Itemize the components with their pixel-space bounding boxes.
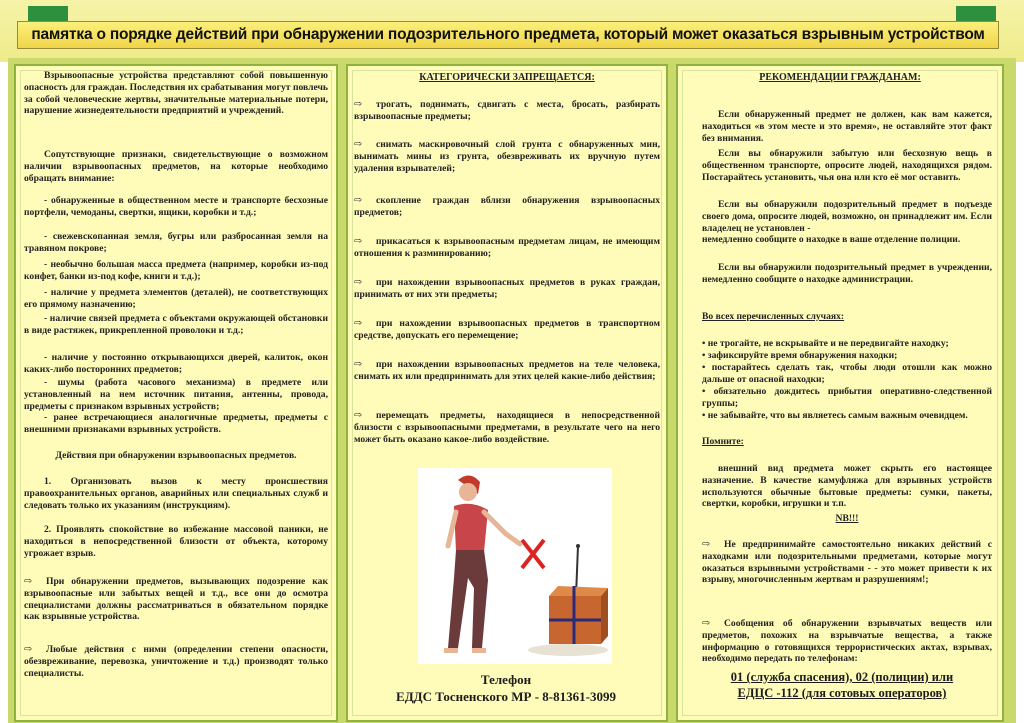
- sign-item: - свежевскопанная земля, бугры или разбросанная земля на травяном покрове;: [24, 231, 328, 254]
- emergency-cellular: ЕДЦС -112 (для сотовых операторов): [737, 686, 947, 700]
- prohibited-item: ⇨ снимать маскировочный слой грунта с обнаруженных мин, вынимать мины из грунта, обезвреживать их вручную путем удаления взрывателей;: [354, 139, 660, 174]
- floor-shadow: [528, 644, 608, 656]
- warning-paragraph: ⇨ Не предпринимайте самостоятельно никаких действий с находками или подозрительными предметами, которые могут оказаться взрывными устройствами - - это может привести к их взрыву, многочисленным жертвам и разрушениям!;: [702, 539, 992, 586]
- sign-item: - наличие у постоянно открывающихся дверей, калиток, окон каких-либо посторонних предметов;: [24, 352, 328, 375]
- arm: [484, 512, 520, 544]
- actions-heading: Действия при обнаружении взрывоопасных предметов.: [55, 450, 297, 461]
- recommendation-4: Если вы обнаружили подозрительный предмет в учреждении, немедленно сообщите о находке администрации.: [702, 262, 992, 285]
- phone-edds: ЕДДС Тосненского МР - 8-81361-3099: [396, 689, 616, 704]
- title-bar: [17, 21, 999, 49]
- action-4: ⇨ Любые действия с ними (определении степени опасности, обезвреживание, перевозка, уничтожение и т.д.) производят только специалисты.: [24, 644, 328, 679]
- bullet-item: • зафиксируйте время обнаружения находки;: [702, 350, 898, 361]
- prohibited-item: ⇨ скопление граждан вблизи обнаружения взрывоопасных предметов;: [354, 195, 660, 218]
- trousers: [448, 550, 488, 648]
- arrow-right-icon: ⇨: [354, 359, 363, 370]
- prohibited-item: ⇨ при нахождении взрывоопасных предметов на теле человека, снимать их или предпринимать для этих целей какие-либо действия;: [354, 359, 660, 382]
- sign-item: - ранее встречающиеся аналогичные предметы, предметы с внешними признаками взрывных устройств.: [24, 412, 328, 435]
- bullet-item: • обязательно дождитесь прибытия оперативно-следственной группы;: [702, 386, 992, 409]
- arrow-right-icon: ⇨: [354, 236, 363, 247]
- bullet-item: • не трогайте, не вскрывайте и не передвигайте находку;: [702, 338, 949, 349]
- arrow-right-icon: ⇨: [354, 277, 363, 288]
- sign-item: - шумы (работа часового механизма) в предмете или установленный на нем источник питания, антенны, провода, предметы с признаком взрывных устройств;: [24, 377, 328, 412]
- intro-paragraph: Взрывоопасные устройства представляют собой повышенную опасность для граждан. Последствия их срабатывания могут повлечь за собой человеческие жертвы, значительные материальные потери, нарушение жизнедеятельности предприятий и учреждений.: [24, 70, 328, 117]
- prohibited-item: ⇨ при нахождении взрывоопасных предметов в руках граждан, принимать от них эти предметы;: [354, 277, 660, 300]
- recommendation-2: Если вы обнаружили забытую или бесхозную вещь в общественном транспорте, опросите людей, находящихся рядом. Постарайтесь установить, чья она или кто её мог оставить.: [702, 148, 992, 183]
- action-1: 1. Организовать вызов к месту происшествия правоохранительных органов, аварийных или специальных служб и следовать только их указаниям (инструкциям).: [24, 476, 328, 511]
- antenna-tip: [576, 544, 580, 548]
- head: [459, 483, 477, 501]
- all-cases-heading: Во всех перечисленных случаях:: [702, 311, 845, 322]
- arrow-right-icon: ⇨: [354, 410, 363, 421]
- arrow-right-icon: ⇨: [354, 99, 363, 110]
- arrow-right-icon: ⇨: [354, 139, 363, 150]
- prohibited-item: ⇨ при нахождении взрывоопасных предметов в транспортном средстве, допускать его перемещение;: [354, 318, 660, 341]
- woman-suitcase-illustration: [418, 468, 612, 664]
- sign-item: - необычно большая масса предмета (например, коробки из-под конфет, банки из-под кофе, книги и т.д.);: [24, 259, 328, 282]
- recommendation-3: Если вы обнаружили подозрительный предмет в подъезде своего дома, опросите людей, возможно, он принадлежит им. Если владелец не установлен -: [702, 199, 992, 234]
- action-3: ⇨ При обнаружении предметов, вызывающих подозрение как взрывоопасные или забытых вещей и т.д., все они до осмотра специалистами должны рассматриваться в обязательном порядке как взрывные устройства.: [24, 576, 328, 623]
- bullet-item: • постарайтесь сделать так, чтобы люди отошли как можно дальше от опасной находки;: [702, 362, 992, 385]
- bullet-item: • не забывайте, что вы являетесь самым важным очевидцем.: [702, 410, 968, 421]
- recommendation-3b: немедленно сообщите о находке в ваше отделение полиции.: [702, 234, 961, 245]
- sign-item: - обнаруженные в общественном месте и транспорте бесхозные портфели, чемоданы, свертки, ящики, коробки и т.д.;: [24, 195, 328, 218]
- report-paragraph: ⇨ Сообщения об обнаружении взрывчатых веществ или предметов, похожих на взрывчатые вещества, а также информацию о готовящихся террористических актах, взрывах, необходимо передать по телефонам:: [702, 618, 992, 665]
- arrow-right-icon: ⇨: [702, 618, 711, 629]
- arrow-right-icon: ⇨: [24, 576, 33, 587]
- prohibited-item: ⇨ прикасаться к взрывоопасным предметам лицам, не имеющим отношения к разминированию;: [354, 236, 660, 259]
- recommendation-1: Если обнаруженный предмет не должен, как вам кажется, находиться «в этом месте и это время», не оставляйте этот факт без внимания.: [702, 109, 992, 144]
- action-2: 2. Проявлять спокойствие во избежание массовой паники, не находиться в непосредственной близости от объекта, которому угрожает взрыв.: [24, 524, 328, 559]
- suitcase-top: [549, 586, 608, 596]
- recommendations-heading: РЕКОМЕНДАЦИИ ГРАЖДАНАМ:: [759, 72, 921, 83]
- phone-label: Телефон: [480, 672, 532, 687]
- emergency-numbers: 01 (служба спасения), 02 (полиции) или: [730, 670, 954, 684]
- nb-heading: NB!!!: [835, 513, 859, 524]
- arrow-right-icon: ⇨: [702, 539, 711, 550]
- prohibited-heading: КАТЕГОРИЧЕСКИ ЗАПРЕЩАЕТСЯ:: [419, 72, 595, 83]
- page-title: памятка о порядке действий при обнаружении подозрительного предмета, который может оказаться взрывным устройством: [31, 26, 985, 43]
- arrow-right-icon: ⇨: [24, 644, 33, 655]
- remember-heading: Помните:: [702, 436, 744, 447]
- camouflage-paragraph: внешний вид предмета может скрыть его настоящее назначение. В качестве камуфляжа для взрывных устройств используются обычные бытовые предметы: сумки, пакеты, свертки, коробки, игрушки и т.п.: [702, 463, 992, 510]
- sign-item: - наличие связей предмета с объектами окружающей обстановки в виде растяжек, прикрепленной проволоки и т.д.;: [24, 313, 328, 336]
- prohibited-item: ⇨ перемещать предметы, находящиеся в непосредственной близости с взрывоопасными предметами, в результате чего на него может быть оказано какое-либо воздействие.: [354, 410, 660, 445]
- illustration: [418, 468, 612, 664]
- prohibited-item: ⇨ трогать, поднимать, сдвигать с места, бросать, разбирать взрывоопасные предметы;: [354, 99, 660, 122]
- suitcase-side: [601, 588, 608, 644]
- sign-item: - наличие у предмета элементов (деталей), не соответствующих его прямому назначению;: [24, 287, 328, 310]
- signs-intro: Сопутствующие признаки, свидетельствующие о возможном наличии взрывоопасных предметов, на которые необходимо обращать внимание:: [24, 149, 328, 184]
- arrow-right-icon: ⇨: [354, 318, 363, 329]
- arrow-right-icon: ⇨: [354, 195, 363, 206]
